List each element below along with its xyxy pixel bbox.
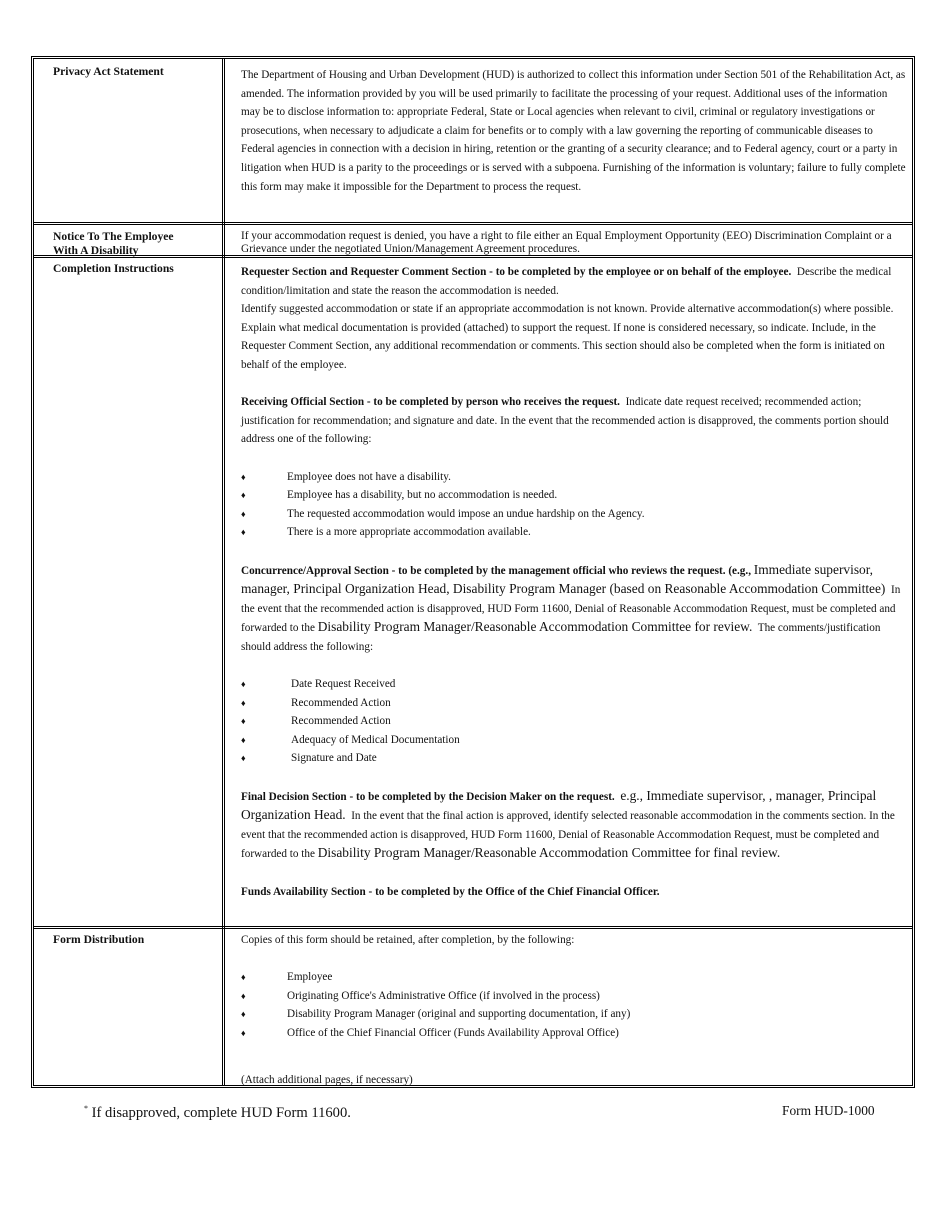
privacy-text	[241, 66, 906, 196]
instructions-label: Completion Instructions	[53, 262, 174, 275]
form-number: Form HUD-1000	[782, 1103, 875, 1118]
distribution-text	[241, 931, 906, 1043]
list-item: ♦ Employee	[241, 971, 333, 984]
list-item: ♦ Adequacy of Medical Documentation	[241, 733, 460, 746]
list-item: ♦ Office of the Chief Financial Officer (Funds Availability Approval Office)	[241, 1026, 619, 1039]
list-item: ♦ Originating Office's Administrative Office (if involved in the process)	[241, 989, 600, 1002]
concurrence-heading: Concurrence/Approval Section - to be completed by the management official who reviews the request. (e.g.,	[241, 564, 751, 577]
privacy-paragraph: The Department of Housing and Urban Development (HUD) is authorized to collect this information under Section 501 of the Rehabilitation Act, as amended. The information provided by you will be used primarily to facilitate the processing of your request. Additional uses of the information may be to disclose information to: appropriate Federal, State or Local agencies when relevant to civil, criminal or regulatory investigations or prosecutions, when necessary to adjudicate a claim for benefits or to comply with a law governing the reporting of communicable diseases to Federal agencies in connection with a decision in hiring, retention or the granting of a security clearance; and to Federal agency, court or a party in litigation when HUD is a parity to the proceedings or is served with a subpoena. Furnishing of the information is voluntary; failure to fully complete this form may make it impossible for the Department to process the request.	[241, 69, 906, 193]
list-item: ♦ Recommended Action	[241, 696, 391, 709]
list-item: ♦ Employee has a disability, but no accommodation is needed.	[241, 489, 558, 502]
footnote-star: *	[84, 1104, 88, 1113]
row-divider	[34, 926, 912, 929]
instructions-text	[241, 263, 906, 901]
receiving-bullet-list	[241, 468, 906, 542]
row-divider	[34, 222, 912, 225]
notice-text	[241, 230, 906, 257]
receiving-paragraph	[241, 393, 906, 449]
list-item: ♦ Signature and Date	[241, 752, 377, 765]
list-item: ♦ Date Request Received	[241, 678, 396, 691]
notice-label-line2: With A Disability	[53, 244, 139, 257]
notice-paragraph: If your accommodation request is denied, you have a right to file either an Equal Employment Opportunity (EEO) Discrimination Complaint or a Grievance under the negotiated Union/Management Agreement procedures.	[241, 230, 892, 256]
requester-heading: Requester Section and Requester Comment Section - to be completed by the employee or on behalf of the employee.	[241, 266, 792, 278]
distribution-intro: Copies of this form should be retained, after completion, by the following:	[241, 934, 575, 946]
list-item: ♦ The requested accommodation would impose an undue hardship on the Agency.	[241, 507, 645, 520]
receiving-text: Indicate date request received; recommended action; justification for recommendation; and signature and date. In the event that the recommended action is disapproved, the comments portion should address one of the following:	[241, 396, 889, 446]
list-item: ♦ Disability Program Manager (original and supporting documentation, if any)	[241, 1008, 631, 1021]
attach-note: (Attach additional pages, if necessary)	[241, 1074, 413, 1086]
requester-paragraph	[241, 263, 906, 300]
concurrence-bullet-list	[241, 675, 906, 768]
requester-text: Describe the medical condition/limitation and state the reason the accommodation is needed.	[241, 266, 892, 297]
funds-heading: Funds Availability Section - to be completed by the Office of the Chief Financial Officer.	[241, 885, 660, 898]
footnote-text: If disapproved, complete HUD Form 11600.	[91, 1105, 351, 1121]
footnote	[84, 1104, 351, 1122]
distribution-label: Form Distribution	[53, 933, 145, 946]
final-paragraph: Final Decision Section - to be completed by the Decision Maker on the request. e.g., Immediate supervisor, , manager, Principal Organization Head. In the event that the final action is approved, identify selected reasonable accommodation in the comments section. In the event that the recommended action is disapproved, HUD Form 11600, Denial of Reasonable Accommodation Request, must be completed and forwarded to the Disability Program Manager/Reasonable Accommodation Committee for final review.	[241, 787, 895, 861]
notice-label	[53, 230, 174, 258]
column-divider	[222, 59, 225, 1085]
notice-label-line1: Notice To The Employee	[53, 230, 174, 243]
receiving-heading: Receiving Official Section - to be completed by person who receives the request.	[241, 396, 620, 409]
privacy-label: Privacy Act Statement	[53, 65, 164, 78]
concurrence-paragraph: Concurrence/Approval Section - to be completed by the management official who reviews the request. (e.g., Immediate supervisor, manager, Principal Organization Head, Disability Program Manager (based on Reasonable Accommodation Committee) In the event that the recommended action is disapproved, HUD Form 11600, Denial of Reasonable Accommodation Request, must be completed and forwarded to the Disability Program Manager/Reasonable Accommodation Committee for review. The comments/justification should address the following:	[241, 561, 901, 653]
form-frame	[31, 56, 915, 1088]
list-item: ♦ Employee does not have a disability.	[241, 470, 451, 483]
list-item: ♦ Recommended Action	[241, 715, 391, 728]
distribution-bullet-list	[241, 968, 906, 1042]
list-item: ♦ There is a more appropriate accommodation available.	[241, 526, 531, 539]
requester-text-2: Identify suggested accommodation or state if an appropriate accommodation is not known. Provide alternative accommodation(s) where possible. Explain what medical documentation is provided (attached) to support the request. If none is considered necessary, so indicate. Include, in the Requester Comment Section, any additional recommendation or comments. This section should also be completed when the form is initiated on behalf of the employee.	[241, 303, 894, 371]
final-heading: Final Decision Section - to be completed by the Decision Maker on the request.	[241, 790, 615, 803]
